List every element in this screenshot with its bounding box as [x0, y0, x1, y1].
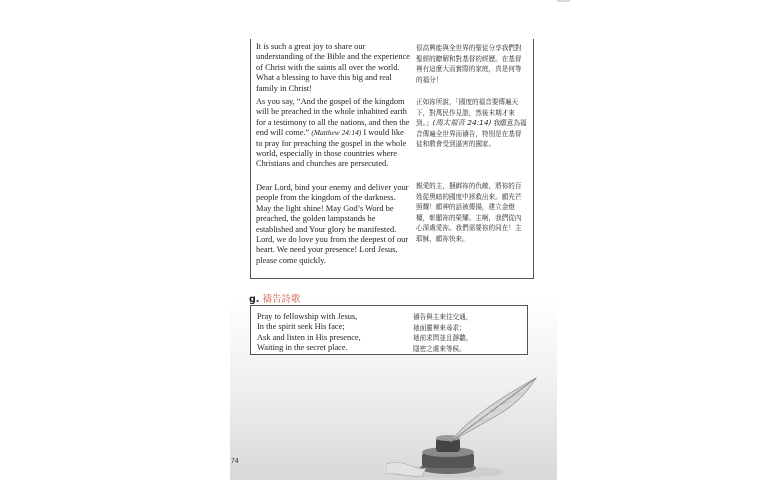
scripture-reference-zh: (馬太福音 24:14): [432, 118, 492, 128]
hymn-line: In the spirit seek His face;: [257, 322, 345, 332]
prayer-box: [250, 39, 534, 279]
hymn-english: [257, 312, 417, 354]
hymn-line: Waiting in the secret place.: [257, 343, 348, 353]
quill-and-inkwell-illustration: [386, 372, 556, 480]
prayer-en-paragraph-3: Dear Lord, bind your enemy and deliver your people from the kingdom of the darkness. May the light shine! May God’s Word be preached, the golden lampstands be established and Your glory be manifested. Lord, we do love you from the deepest of our heart. We need your presence! Lord Jesus, please come quickly.: [256, 183, 409, 265]
prayer-zh-p2-text: 正如祢所說，「國度的福音要傳遍天下，對萬民作見證，然後末期才來到。」: [416, 98, 519, 128]
section-heading: [249, 291, 300, 305]
prayer-zh-p2-rest: 我願意為福音傳遍全世界而禱告，特別是在基督徒和教會受到逼害的國家。: [416, 119, 527, 149]
prayer-en-p2-rest: I would like to pray for preaching the gospel in the whole world, especially in those countries where Christians and churches are persecuted.: [256, 128, 407, 169]
hymn-line: Pray to fellowship with Jesus,: [257, 312, 358, 321]
prayer-en-paragraph-2: [256, 97, 411, 170]
scripture-reference: (Matthew 24:14): [311, 128, 362, 138]
paper-scroll: [386, 462, 426, 476]
hymn-box: [250, 305, 528, 355]
section-letter: g.: [249, 294, 260, 305]
hymn-line: Ask and listen in His presence,: [257, 332, 361, 342]
hymn-line-zh: 隱密之處來等候。: [413, 344, 466, 353]
hymn-line-zh: 祂前求問並且靜聽，: [413, 334, 473, 343]
prayer-zh-paragraph-2: [416, 97, 528, 150]
inkwell: [420, 435, 476, 474]
page-number: 74: [231, 458, 239, 465]
prayer-zh-paragraph-3: 親愛的主，捆綁祢的仇敵，將祢的百姓從黑暗的國度中拯救出來。願光芒照耀！願神的話被傳揚，建立金燈檯，彰顯祢的榮耀。主啊，我們從內心深處愛祢。我們需要祢的同在！主耶穌，願祢快來。: [416, 182, 522, 243]
quill-feather-icon: [450, 378, 536, 442]
prayer-zh-paragraph-1: 很高興能與全世界的聖徒分享我們對聖經的瞭解和對基督的經歷。在基督裡有這麼大而實際的家庭，真是何等的福分！: [416, 44, 522, 84]
hymn-line-zh: 祂面靈裡來尋求；: [413, 323, 466, 332]
hymn-line-zh: 禱告與主來往交通，: [413, 313, 473, 321]
prayer-en-paragraph-1: It is such a great joy to share our understanding of the Bible and the experience of Christ with the saints all over the world. What a blessing to have this big and real family in Christ!: [256, 42, 410, 93]
prayer-en-p2-text: As you say, “And the gospel of the kingdom will be preached in the whole inhabited earth for a testimony to all the nations, and then the end will come.”: [256, 97, 410, 138]
section-title: 禱告詩歌: [262, 294, 301, 305]
hymn-chinese: [413, 312, 523, 354]
